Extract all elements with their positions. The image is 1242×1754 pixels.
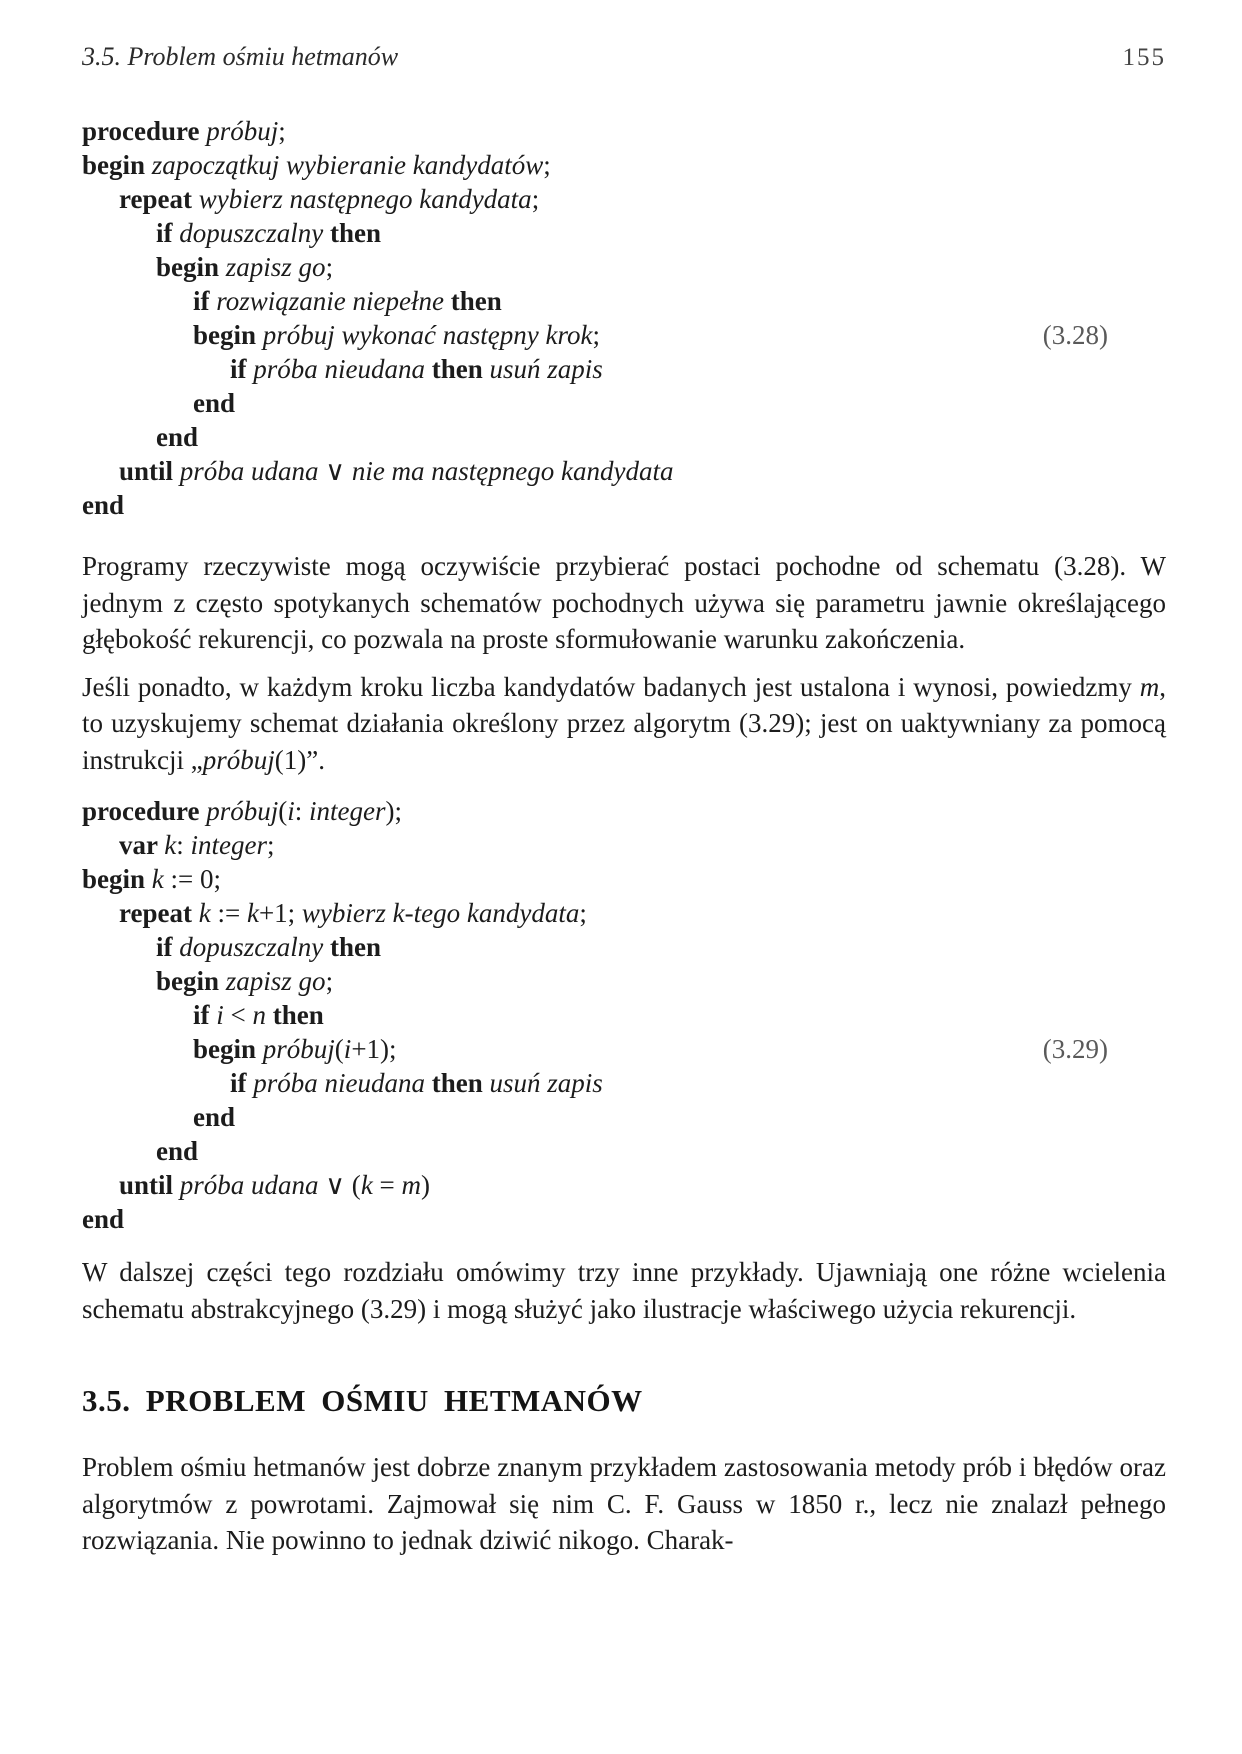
italic-text: zapoczątkuj wybieranie kandydatów: [151, 150, 544, 180]
text: ;: [325, 252, 334, 282]
code-line: [82, 828, 1166, 862]
code-line: [82, 454, 1166, 488]
bold-text: end: [82, 490, 125, 520]
bold-text: then: [450, 286, 502, 316]
text: ;: [579, 898, 587, 928]
italic-text: próbuj: [206, 796, 279, 826]
italic-text: zapisz go: [225, 252, 326, 282]
code-line: [82, 250, 1166, 284]
text: Programy rzeczywiste mogą oczywiście przybierać postaci pochodne od schematu (3.28). W jednym z często spotykanych schematów pochodnych używa się parametru jawnie określającego głębokość rekurencji, co pozwala na proste sformułowanie warunku zakończenia.: [82, 551, 1166, 654]
bold-text: until: [119, 456, 180, 486]
text: ): [421, 1170, 431, 1200]
italic-text: k: [151, 864, 164, 894]
bold-text: end: [82, 1204, 125, 1234]
code-line: [82, 896, 1166, 930]
bold-text: var: [119, 830, 165, 860]
bold-text: begin: [82, 150, 152, 180]
italic-text: k: [246, 898, 259, 928]
italic-text: usuń zapis: [489, 1068, 603, 1098]
section-heading: 3.5. PROBLEM OŚMIU HETMANÓW: [82, 1383, 643, 1418]
bold-text: begin: [156, 252, 226, 282]
bold-text: if: [156, 218, 180, 248]
italic-text: rozwiązanie niepełne: [216, 286, 451, 316]
italic-text: próbuj: [206, 116, 279, 146]
text: :: [294, 796, 310, 826]
text: =: [372, 1170, 402, 1200]
text: (1)”.: [274, 744, 325, 775]
bold-text: if: [193, 286, 217, 316]
text: ;: [592, 320, 600, 350]
italic-text: wybierz następnego kandydata: [198, 184, 532, 214]
bold-text: then: [330, 218, 382, 248]
bold-text: if: [156, 932, 180, 962]
text: := 0;: [163, 864, 221, 894]
text: :=: [210, 898, 247, 928]
italic-text: i: [216, 1000, 231, 1030]
italic-text: m: [401, 1170, 422, 1200]
code-line: [82, 1168, 1166, 1202]
text: W dalszej części tego rozdziału omówimy trzy inne przykłady. Ujawniają one różne wcielenia schematu abstrakcyjnego (3.29) i mogą służyć jako ilustracje właściwego użycia rekurencji.: [82, 1257, 1166, 1324]
text: +1;: [258, 898, 302, 928]
equation-label: (3.29): [1042, 1034, 1108, 1064]
italic-text: próbuj: [202, 744, 275, 775]
paragraph-further-examples: [82, 1254, 1166, 1327]
text: +1);: [351, 1034, 397, 1064]
text: :: [176, 830, 191, 860]
code-line: [82, 284, 1166, 318]
equation-label: (3.28): [1042, 320, 1108, 350]
text: (: [334, 1034, 344, 1064]
text: ;: [266, 830, 275, 860]
italic-text: próba udana: [179, 456, 326, 486]
code-line: [82, 1066, 1166, 1100]
code-line: [82, 1032, 1166, 1066]
italic-text: i: [343, 1034, 352, 1064]
bold-text: then: [431, 354, 490, 384]
text: , to uzyskujemy schemat działania określony przez algorytm (3.29); jest on uaktywniany za pomocą instrukcji „: [82, 671, 1166, 775]
text: );: [385, 796, 403, 826]
bold-text: until: [119, 1170, 180, 1200]
italic-text: wybierz k-tego kandydata: [301, 898, 580, 928]
bold-text: then: [272, 1000, 324, 1030]
italic-text: integer: [309, 796, 386, 826]
italic-text: usuń zapis: [489, 354, 603, 384]
italic-text: k: [164, 830, 177, 860]
text: ;: [531, 184, 540, 214]
bold-text: begin: [156, 966, 226, 996]
code-line: [82, 318, 1166, 352]
paragraph-eight-queens-intro: [82, 1449, 1166, 1559]
bold-text: end: [156, 422, 199, 452]
page-header: [82, 42, 1166, 72]
bold-text: procedure: [82, 116, 207, 146]
text: <: [230, 1000, 253, 1030]
text: Jeśli ponadto, w każdym kroku liczba kandydatów badanych jest ustalona i wynosi, powiedzmy: [82, 671, 1140, 702]
code-line: [82, 1134, 1166, 1168]
code-line: [82, 182, 1166, 216]
text: ∨: [325, 456, 352, 486]
bold-text: then: [330, 932, 382, 962]
italic-text: zapisz go: [225, 966, 326, 996]
italic-text: i: [287, 796, 295, 826]
code-line: [82, 998, 1166, 1032]
code-line: [82, 386, 1166, 420]
bold-text: begin: [193, 1034, 263, 1064]
bold-text: if: [193, 1000, 217, 1030]
text: ;: [325, 966, 334, 996]
italic-text: nie ma następnego kandydata: [351, 456, 674, 486]
italic-text: próba udana: [179, 1170, 326, 1200]
code-listing-3-28: [82, 114, 1166, 522]
italic-text: próba nieudana: [253, 1068, 432, 1098]
code-line: [82, 420, 1166, 454]
bold-text: begin: [82, 864, 152, 894]
code-line: [82, 1100, 1166, 1134]
bold-text: then: [431, 1068, 490, 1098]
bold-text: begin: [193, 320, 263, 350]
italic-text: dopuszczalny: [179, 218, 330, 248]
italic-text: k: [198, 898, 211, 928]
code-listing-3-29: [82, 794, 1166, 1236]
paragraph-derived-schemes: [82, 548, 1166, 658]
italic-text: m: [1139, 671, 1160, 702]
code-line: [82, 930, 1166, 964]
code-line: [82, 216, 1166, 250]
italic-text: integer: [190, 830, 267, 860]
italic-text: próbuj: [262, 1034, 335, 1064]
code-line: [82, 862, 1166, 896]
bold-text: end: [156, 1136, 199, 1166]
paragraph-fixed-candidates: [82, 669, 1166, 779]
code-line: [82, 794, 1166, 828]
bold-text: procedure: [82, 796, 207, 826]
italic-text: k: [360, 1170, 373, 1200]
italic-text: próbuj wykonać następny krok: [262, 320, 593, 350]
italic-text: próba nieudana: [253, 354, 432, 384]
code-line: [82, 964, 1166, 998]
code-line: [82, 114, 1166, 148]
italic-text: dopuszczalny: [179, 932, 330, 962]
text: ;: [278, 116, 286, 146]
bold-text: repeat: [119, 184, 199, 214]
code-line: [82, 352, 1166, 386]
bold-text: end: [193, 388, 236, 418]
text: ∨ (: [325, 1170, 361, 1200]
bold-text: repeat: [119, 898, 199, 928]
bold-text: end: [193, 1102, 236, 1132]
bold-text: if: [230, 1068, 254, 1098]
code-line: [82, 148, 1166, 182]
text: ;: [543, 150, 551, 180]
page-number: 155: [1122, 44, 1166, 71]
bold-text: if: [230, 354, 254, 384]
text: (: [278, 796, 288, 826]
italic-text: n: [252, 1000, 273, 1030]
code-line: [82, 488, 1166, 522]
text: Problem ośmiu hetmanów jest dobrze znanym przykładem zastosowania metody prób i błędów oraz algorytmów z powrotami. Zajmował się nim C. F. Gauss w 1850 r., lecz nie znalazł pełnego rozwiązania. Nie powinno to jednak dziwić nikogo. Charak-: [82, 1452, 1166, 1555]
code-line: [82, 1202, 1166, 1236]
running-title: 3.5. Problem ośmiu hetmanów: [82, 42, 399, 71]
